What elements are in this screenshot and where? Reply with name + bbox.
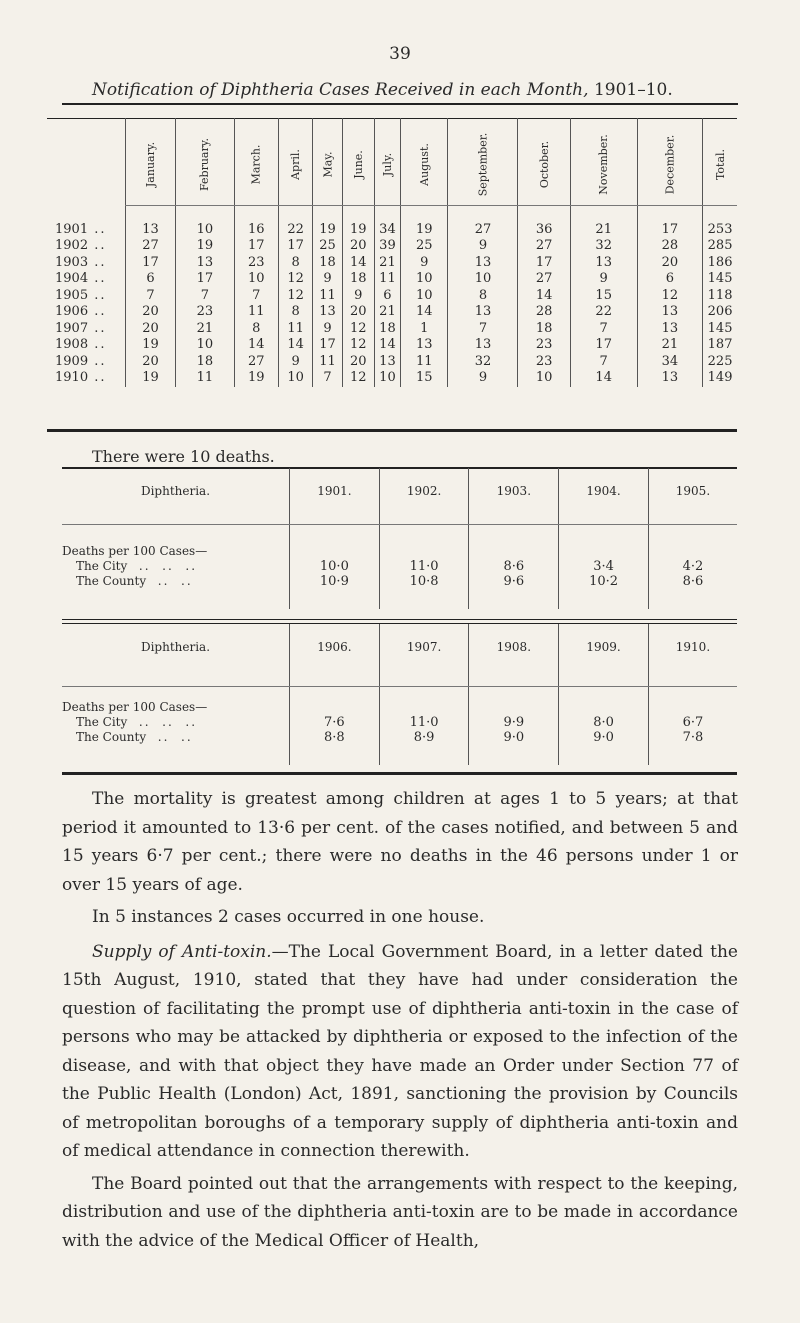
year-header: 1908. xyxy=(469,624,559,670)
table-cell: 14 xyxy=(518,288,570,305)
table-cell: 8 xyxy=(278,304,312,321)
rate-cell xyxy=(559,670,649,765)
table-cell: 25 xyxy=(313,238,342,255)
table-cell: 7 xyxy=(448,321,518,338)
table-cell: 7 xyxy=(234,288,278,305)
table-cell: 20 xyxy=(342,238,374,255)
table-cell: 20 xyxy=(126,321,176,338)
paragraph-antitoxin xyxy=(62,938,738,1166)
table-cell: 20 xyxy=(342,354,374,371)
table-cell: 10 xyxy=(448,271,518,288)
monthly-body xyxy=(47,210,737,387)
row-year: 1901 .. xyxy=(55,222,107,237)
section-label: Deaths per 100 Cases— xyxy=(62,700,208,714)
year-header: 1910. xyxy=(648,624,737,670)
column-header xyxy=(234,118,278,210)
table-cell: 11 xyxy=(313,288,342,305)
row-year: 1902 .. xyxy=(55,238,107,254)
table-cell: 8 xyxy=(278,255,312,272)
table-cell: 27 xyxy=(234,354,278,371)
table-cell: 28 xyxy=(637,238,703,255)
table-cell: 13 xyxy=(313,304,342,321)
row-year-label: 1901 xyxy=(55,222,89,237)
deaths-note: There were 10 deaths. xyxy=(92,447,275,466)
body-text xyxy=(62,785,738,1255)
row-year-label: 1905 xyxy=(55,287,89,303)
paragraph-board: The Board pointed out that the arrangements with respect to the keeping, distribution and use of the diphtheria anti-toxin are to be made in accordance with the advice of the Medical Officer of Health, xyxy=(62,1173,738,1251)
table-cell: 10 xyxy=(234,271,278,288)
table-cell: 11 xyxy=(401,354,448,371)
row-year-label: 1910 xyxy=(55,370,89,386)
table-cell: 22 xyxy=(278,210,312,238)
county-rate: 8·8 xyxy=(324,730,345,745)
table-cell: 27 xyxy=(126,238,176,255)
table-cell: 17 xyxy=(176,271,235,288)
table-cell: 13 xyxy=(401,337,448,354)
table-cell: 14 xyxy=(374,337,400,354)
column-header xyxy=(374,118,400,210)
table-row xyxy=(47,271,737,288)
county-label-text: The County xyxy=(76,574,147,588)
table-cell: 13 xyxy=(637,321,703,338)
column-header-label: March. xyxy=(249,144,263,184)
header-bottom-rule xyxy=(125,205,737,206)
table-cell: 17 xyxy=(637,210,703,238)
table-cell: 20 xyxy=(126,304,176,321)
table-cell: 27 xyxy=(448,210,518,238)
table-cell: 11 xyxy=(374,271,400,288)
table-row xyxy=(47,304,737,321)
table-cell: 10 xyxy=(401,271,448,288)
table-cell: 8 xyxy=(234,321,278,338)
top-rule xyxy=(62,103,738,105)
table-cell: 17 xyxy=(518,255,570,272)
antitoxin-text: —The Local Government Board, in a letter dated the 15th August, 1910, stated that they have had under consideration the question of facilitating the prompt use of diphtheria anti-toxin in the case of persons who may be attacked by diphtheria or exposed to the infection of the disease, and with that object they have made an Order under Section 77 of the Public Health (London) Act, 1891, sanctioning the provision by Councils of metropolitan boroughs of a temporary supply of diphtheria anti-toxin and of medical attendance in connection therewith. xyxy=(62,941,738,1161)
rates-label: Diphtheria. xyxy=(140,640,211,654)
county-rate: 9·6 xyxy=(503,574,525,589)
row-year-label: 1908 xyxy=(55,337,89,353)
rate-cell xyxy=(290,514,380,609)
table-cell: 12 xyxy=(342,337,374,354)
table-cell: 6 xyxy=(637,271,703,288)
table-cell: 21 xyxy=(374,255,400,272)
column-header-label: October. xyxy=(537,140,551,188)
table-cell: 9 xyxy=(342,288,374,305)
table-cell: 12 xyxy=(637,288,703,305)
table-cell: 11 xyxy=(278,321,312,338)
paragraph-instances: In 5 instances 2 cases occurred in one house. xyxy=(92,907,485,927)
rate-cell xyxy=(559,514,649,609)
table-cell: 15 xyxy=(401,370,448,387)
column-header xyxy=(448,118,518,210)
rates2-bottom-rule xyxy=(62,772,737,775)
table-cell: 34 xyxy=(374,210,400,238)
year-header: 1906. xyxy=(290,624,380,670)
city-rate: 6·7 xyxy=(682,715,704,730)
row-year: 1907 .. xyxy=(55,320,107,336)
table-cell: 17 xyxy=(126,255,176,272)
column-header-label: January. xyxy=(144,141,158,187)
column-header-label: May. xyxy=(321,150,335,178)
table-cell: 19 xyxy=(313,210,342,238)
column-header-label: July. xyxy=(380,152,394,176)
column-header-label: August. xyxy=(417,142,431,186)
table-cell: 11 xyxy=(313,354,342,371)
city-rate: 11·0 xyxy=(409,715,439,730)
rate-cell xyxy=(648,514,737,609)
table-cell: 10 xyxy=(176,210,235,238)
section-label: Deaths per 100 Cases— xyxy=(62,544,208,558)
city-rate: 7·6 xyxy=(324,715,345,730)
table-row xyxy=(47,288,737,305)
table-cell: 9 xyxy=(570,271,637,288)
column-header xyxy=(126,118,176,210)
city-label-text: The City xyxy=(76,715,128,729)
county-rate: 8·6 xyxy=(682,574,704,589)
table-cell: 19 xyxy=(234,370,278,387)
table-cell: 9 xyxy=(278,354,312,371)
table-cell: 19 xyxy=(126,370,176,387)
table-cell: 12 xyxy=(342,321,374,338)
title-years: 1901–10. xyxy=(593,80,673,100)
table-cell: 18 xyxy=(518,321,570,338)
table-cell: 21 xyxy=(176,321,235,338)
paragraph-mortality: The mortality is greatest among children at ages 1 to 5 years; at that period it amounted to 13·6 per cent. of the cases notified, and between 5 and 15 years 6·7 per cent.; there were no deaths in the 46 persons under 1 or over 15 years of age. xyxy=(62,789,738,895)
rates-table-1901-1905 xyxy=(62,468,737,609)
row-year-label: 1909 xyxy=(55,353,89,369)
table-cell: 13 xyxy=(637,304,703,321)
table-cell: 19 xyxy=(176,238,235,255)
county-rate: 10·2 xyxy=(589,574,619,589)
table-cell: 15 xyxy=(570,288,637,305)
table-cell: 17 xyxy=(313,337,342,354)
table-cell: 149 xyxy=(703,370,737,387)
table-cell: 27 xyxy=(518,238,570,255)
table-cell: 7 xyxy=(126,288,176,305)
rate-cell xyxy=(469,514,559,609)
table-cell: 36 xyxy=(518,210,570,238)
county-rate: 9·0 xyxy=(593,730,614,745)
table-cell: 13 xyxy=(176,255,235,272)
column-header xyxy=(176,118,235,210)
table-cell: 21 xyxy=(637,337,703,354)
rate-cell xyxy=(379,514,469,609)
table-row xyxy=(47,321,737,338)
rates-table-1906-1910 xyxy=(62,624,737,765)
table-cell: 20 xyxy=(126,354,176,371)
table-cell: 32 xyxy=(448,354,518,371)
monthly-header-row xyxy=(47,118,737,210)
county-rate: 7·8 xyxy=(682,730,704,745)
table-cell: 22 xyxy=(570,304,637,321)
table-cell: 19 xyxy=(401,210,448,238)
rates-row-labels xyxy=(62,670,290,765)
table-cell: 23 xyxy=(176,304,235,321)
table-cell: 23 xyxy=(518,354,570,371)
city-rate: 11·0 xyxy=(409,559,439,574)
city-rate: 8·6 xyxy=(503,559,525,574)
table-cell: 13 xyxy=(448,255,518,272)
rates1-bottom-rule xyxy=(62,619,737,620)
city-rate: 10·0 xyxy=(319,559,349,574)
row-year: 1905 .. xyxy=(55,287,107,303)
county-label: The County .. .. xyxy=(76,730,193,744)
table-row xyxy=(47,354,737,371)
table-cell: 19 xyxy=(342,210,374,238)
header-blank xyxy=(47,118,126,210)
year-header: 1903. xyxy=(469,468,559,514)
table-cell: 206 xyxy=(703,304,737,321)
antitoxin-heading: Supply of Anti-toxin. xyxy=(92,941,272,962)
year-header: 1905. xyxy=(648,468,737,514)
rate-cell xyxy=(379,670,469,765)
table-cell: 187 xyxy=(703,337,737,354)
table-row xyxy=(47,337,737,354)
table-cell: 13 xyxy=(374,354,400,371)
table-cell: 13 xyxy=(448,304,518,321)
county-label-text: The County xyxy=(76,730,147,744)
table-cell: 9 xyxy=(313,321,342,338)
row-year: 1903 .. xyxy=(55,254,107,270)
table-cell: 9 xyxy=(401,255,448,272)
table-row xyxy=(47,238,737,255)
row-year: 1904 .. xyxy=(55,271,107,287)
column-header xyxy=(278,118,312,210)
year-header: 1909. xyxy=(559,624,649,670)
table-cell: 13 xyxy=(126,210,176,238)
table-cell: 17 xyxy=(278,238,312,255)
column-header xyxy=(518,118,570,210)
table-cell: 20 xyxy=(342,304,374,321)
table-cell: 34 xyxy=(637,354,703,371)
table-cell: 13 xyxy=(637,370,703,387)
rate-cell xyxy=(290,670,380,765)
table-cell: 186 xyxy=(703,255,737,272)
table-cell: 23 xyxy=(518,337,570,354)
table-cell: 7 xyxy=(313,370,342,387)
table-cell: 10 xyxy=(278,370,312,387)
table-cell: 21 xyxy=(570,210,637,238)
table-cell: 1 xyxy=(401,321,448,338)
table-cell: 18 xyxy=(342,271,374,288)
column-header xyxy=(401,118,448,210)
city-rate: 3·4 xyxy=(593,559,614,574)
year-header: 1901. xyxy=(290,468,380,514)
table-cell: 225 xyxy=(703,354,737,371)
table-cell: 8 xyxy=(448,288,518,305)
rates-label: Diphtheria. xyxy=(140,484,211,498)
rates-header-row xyxy=(62,468,737,514)
table-row xyxy=(47,370,737,387)
rates-row-labels xyxy=(62,514,290,609)
column-header-label: December. xyxy=(663,134,677,194)
table-cell: 6 xyxy=(374,288,400,305)
table-cell: 12 xyxy=(342,370,374,387)
table-cell: 23 xyxy=(234,255,278,272)
table-cell: 10 xyxy=(401,288,448,305)
city-label-text: The City xyxy=(76,559,128,573)
column-header-label: September. xyxy=(476,132,490,196)
rates2-header-rule xyxy=(62,686,737,687)
table-cell: 9 xyxy=(313,271,342,288)
monthly-cases-table xyxy=(47,118,737,387)
table-cell: 27 xyxy=(518,271,570,288)
county-rate: 8·9 xyxy=(413,730,435,745)
table-cell: 39 xyxy=(374,238,400,255)
table-cell: 253 xyxy=(703,210,737,238)
county-rate: 10·8 xyxy=(409,574,439,589)
table-cell: 17 xyxy=(570,337,637,354)
column-header-label: April. xyxy=(289,148,303,180)
table-cell: 285 xyxy=(703,238,737,255)
row-year: 1909 .. xyxy=(55,353,107,369)
city-rate: 9·9 xyxy=(503,715,525,730)
table-cell: 16 xyxy=(234,210,278,238)
table-cell: 32 xyxy=(570,238,637,255)
table-cell: 6 xyxy=(126,271,176,288)
year-header: 1904. xyxy=(559,468,649,514)
page-number: 39 xyxy=(389,44,411,64)
table-cell: 19 xyxy=(126,337,176,354)
column-header-label: February. xyxy=(198,137,212,191)
table-cell: 12 xyxy=(278,271,312,288)
rate-cell xyxy=(648,670,737,765)
rate-cell xyxy=(469,670,559,765)
city-label: The City .. .. .. xyxy=(76,715,198,729)
column-header xyxy=(637,118,703,210)
table-cell: 25 xyxy=(401,238,448,255)
table-row xyxy=(47,210,737,238)
table-cell: 118 xyxy=(703,288,737,305)
column-header-label: June. xyxy=(351,149,365,179)
row-year-label: 1903 xyxy=(55,254,89,270)
monthly-bottom-rule xyxy=(47,429,737,432)
year-header: 1907. xyxy=(379,624,469,670)
row-year-label: 1907 xyxy=(55,320,89,336)
row-year: 1910 .. xyxy=(55,370,107,386)
table-cell: 14 xyxy=(234,337,278,354)
row-year-label: 1906 xyxy=(55,304,89,320)
table-cell: 9 xyxy=(448,238,518,255)
table-cell: 13 xyxy=(570,255,637,272)
county-label: The County .. .. xyxy=(76,574,193,588)
table-cell: 145 xyxy=(703,321,737,338)
table-cell: 17 xyxy=(234,238,278,255)
table-cell: 10 xyxy=(518,370,570,387)
county-rate: 9·0 xyxy=(503,730,525,745)
table-cell: 14 xyxy=(570,370,637,387)
table-cell: 7 xyxy=(176,288,235,305)
table-cell: 145 xyxy=(703,271,737,288)
table-cell: 12 xyxy=(278,288,312,305)
table-cell: 28 xyxy=(518,304,570,321)
table-cell: 11 xyxy=(234,304,278,321)
table-row xyxy=(47,255,737,272)
rates-body-row xyxy=(62,514,737,609)
year-header: 1902. xyxy=(379,468,469,514)
table-cell: 7 xyxy=(570,354,637,371)
table-cell: 20 xyxy=(637,255,703,272)
city-label: The City .. .. .. xyxy=(76,559,198,573)
table-cell: 10 xyxy=(374,370,400,387)
county-rate: 10·9 xyxy=(319,574,349,589)
column-header xyxy=(342,118,374,210)
table-cell: 14 xyxy=(401,304,448,321)
table-cell: 13 xyxy=(448,337,518,354)
table-cell: 11 xyxy=(176,370,235,387)
column-header xyxy=(703,118,737,210)
row-year: 1906 .. xyxy=(55,304,107,320)
rates1-header-rule xyxy=(62,524,737,525)
table-cell: 18 xyxy=(176,354,235,371)
column-header xyxy=(313,118,342,210)
title-text: Notification of Diphtheria Cases Received in each Month, xyxy=(92,80,589,100)
table-cell: 10 xyxy=(176,337,235,354)
row-year-label: 1902 xyxy=(55,238,89,254)
table-cell: 9 xyxy=(448,370,518,387)
city-rate: 4·2 xyxy=(682,559,704,574)
table-cell: 21 xyxy=(374,304,400,321)
table-title xyxy=(92,80,732,100)
column-header-label: Total. xyxy=(713,148,727,180)
table-cell: 14 xyxy=(278,337,312,354)
table-cell: 7 xyxy=(570,321,637,338)
row-year-label: 1904 xyxy=(55,271,89,287)
city-rate: 8·0 xyxy=(593,715,614,730)
table-cell: 14 xyxy=(342,255,374,272)
column-header-label: November. xyxy=(597,133,611,195)
row-year: 1908 .. xyxy=(55,337,107,353)
rates-header-row xyxy=(62,624,737,670)
column-header xyxy=(570,118,637,210)
table-cell: 18 xyxy=(374,321,400,338)
rates-body-row xyxy=(62,670,737,765)
table-cell: 18 xyxy=(313,255,342,272)
